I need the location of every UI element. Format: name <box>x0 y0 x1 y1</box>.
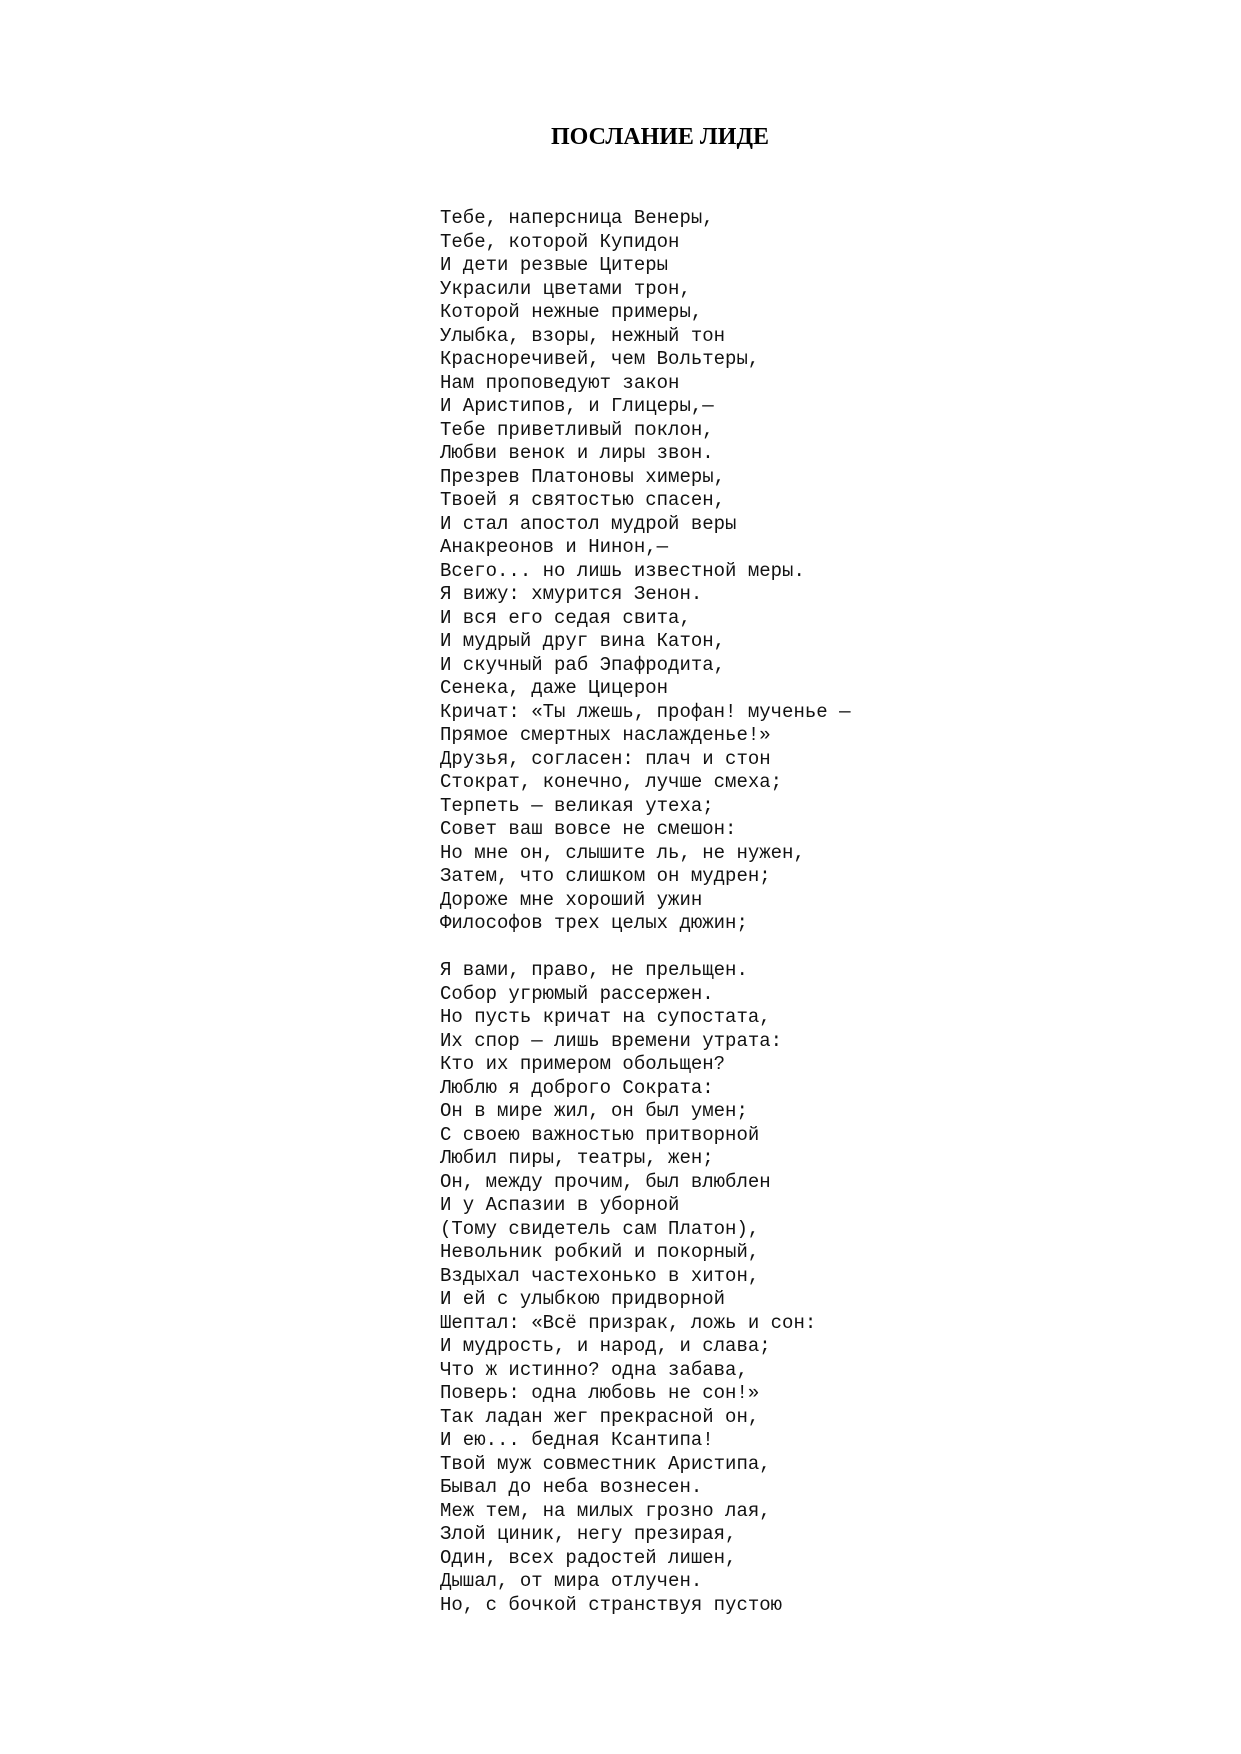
poem-line: Вздыхал частехонько в хитон, <box>440 1264 760 1287</box>
poem-line: Красноречивей, чем Вольтеры, <box>440 348 760 370</box>
poem-line: Тебе, которой Купидон <box>440 230 680 253</box>
poem-line: С своею важностью притворной <box>440 1123 760 1146</box>
poem-line: Стократ, конечно, лучше смеха; <box>440 771 783 793</box>
poem-line: Поверь: одна любовь не сон!» <box>440 1382 760 1404</box>
poem-line: Терпеть — великая утеха; <box>440 794 714 817</box>
poem-line: Тебе приветливый поклон, <box>440 418 714 441</box>
poem-line: Украсили цветами трон, <box>440 277 691 300</box>
poem-line: Я вами, право, не прельщен. <box>440 959 748 981</box>
poem-line: Злой циник, негу презирая, <box>440 1523 737 1545</box>
poem-line: Сенека, даже Цицерон <box>440 677 669 699</box>
poem-line: Но пусть кричат на супостата, <box>440 1006 771 1028</box>
poem-line: Дышал, от мира отлучен. <box>440 1570 703 1592</box>
poem-line: И у Аспазии в уборной <box>440 1194 680 1216</box>
poem-line: Я вижу: хмурится Зенон. <box>440 583 703 605</box>
poem-line: Затем, что слишком он мудрен; <box>440 865 771 887</box>
poem-line: И стал апостол мудрой веры <box>440 512 737 535</box>
poem-line: (Тому свидетель сам Платон), <box>440 1217 760 1240</box>
poem-line: Любви венок и лиры звон. <box>440 442 714 464</box>
poem-line: Бывал до неба вознесен. <box>440 1476 703 1498</box>
poem-line: Невольник робкий и покорный, <box>440 1241 760 1263</box>
poem-line: И дети резвые Цитеры <box>440 254 669 276</box>
poem-line: Он, между прочим, был влюблен <box>440 1170 771 1193</box>
poem-line: Всего... но лишь известной меры. <box>440 559 805 582</box>
poem-line: И мудрый друг вина Катон, <box>440 630 726 652</box>
poem-line: Так ладан жег прекрасной он, <box>440 1405 760 1428</box>
poem-line: Совет ваш вовсе не смешон: <box>440 818 737 840</box>
poem-line: Их спор — лишь времени утрата: <box>440 1029 783 1052</box>
poem-line: Что ж истинно? одна забава, <box>440 1358 748 1381</box>
poem-line: Шептал: «Всё призрак, ложь и сон: <box>440 1311 817 1334</box>
poem-line: Улыбка, взоры, нежный тон <box>440 324 726 347</box>
poem-line: И вся его седая свита, <box>440 606 691 629</box>
poem-line: Люблю я доброго Сократа: <box>440 1076 714 1099</box>
poem-line: Собор угрюмый рассержен. <box>440 982 714 1005</box>
poem-title: ПОСЛАНИЕ ЛИДЕ <box>551 124 769 150</box>
poem-line: Кто их примером обольщен? <box>440 1053 726 1075</box>
poem-line: Философов трех целых дюжин; <box>440 912 748 934</box>
poem-line: Дороже мне хороший ужин <box>440 888 703 911</box>
poem-line: Твоей я святостью спасен, <box>440 489 726 511</box>
poem-line: И Аристипов, и Глицеры,— <box>440 395 714 417</box>
poem-line: Твой муж совместник Аристипа, <box>440 1452 771 1475</box>
poem-line: Прямое смертных наслажденье!» <box>440 724 771 746</box>
poem-line: Анакреонов и Нинон,— <box>440 536 669 558</box>
poem-line: Тебе, наперсница Венеры, <box>440 207 714 229</box>
poem-line: Презрев Платоновы химеры, <box>440 465 726 488</box>
poem-line: И ею... бедная Ксантипа! <box>440 1429 714 1451</box>
poem-line: Кричат: «Ты лжешь, профан! мученье — <box>440 700 851 723</box>
poem-line: Но, с бочкой странствуя пустою <box>440 1593 783 1616</box>
poem-line: Меж тем, на милых грозно лая, <box>440 1499 771 1522</box>
poem-body <box>440 207 1200 1617</box>
stanza-break <box>440 936 1200 960</box>
poem-line: Нам проповедуют закон <box>440 371 680 394</box>
poem-line: Но мне он, слышите ль, не нужен, <box>440 841 805 864</box>
poem-line: Друзья, согласен: плач и стон <box>440 747 771 770</box>
poem-line: Он в мире жил, он был умен; <box>440 1100 748 1122</box>
poem-line: Один, всех радостей лишен, <box>440 1546 737 1569</box>
poem-line: И ей с улыбкою придворной <box>440 1288 726 1310</box>
poem-line: Которой нежные примеры, <box>440 301 703 323</box>
poem-line: И скучный раб Эпафродита, <box>440 653 726 676</box>
poem-line: И мудрость, и народ, и слава; <box>440 1335 771 1357</box>
poem-line: Любил пиры, театры, жен; <box>440 1147 714 1169</box>
